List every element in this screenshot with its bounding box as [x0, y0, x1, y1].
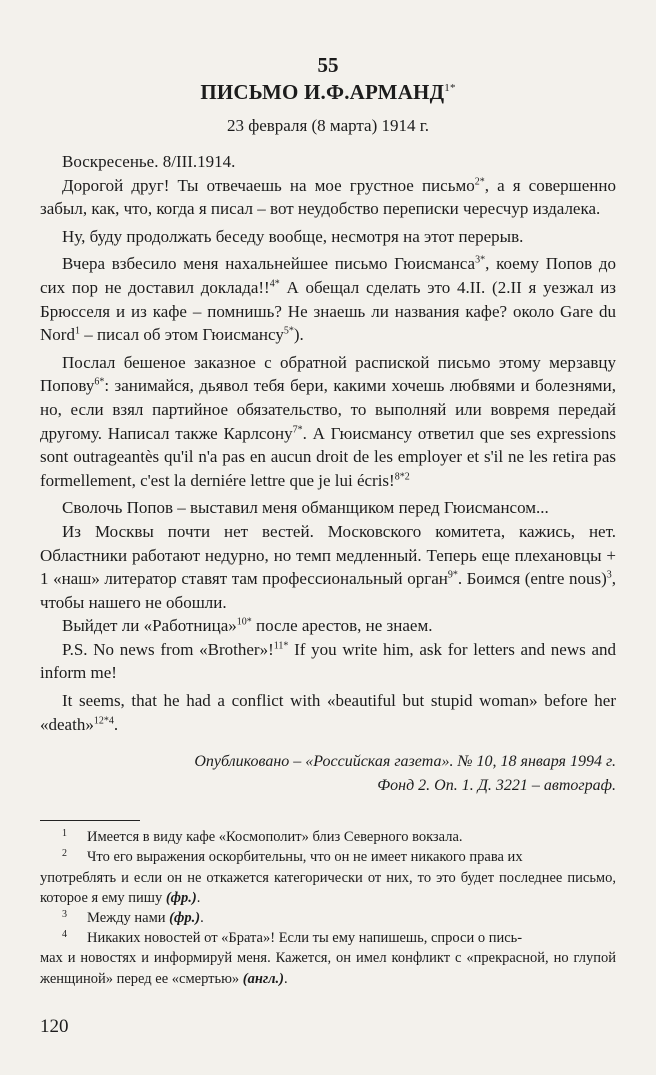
note-mark: 2* [474, 175, 485, 187]
letter-paragraph: It seems, that he had a conflict with «beautiful but stupid woman» before her «death»$^{12*4}$. [40, 691, 616, 734]
title-text: ПИСЬМО И.Ф.АРМАНД [200, 80, 445, 104]
document-title [40, 78, 616, 106]
footnote: 4 Никаких новостей от «Брата»! Если ты ему напишешь, спроси о пись- [62, 929, 523, 947]
note-mark: 5* [283, 325, 294, 337]
footnote-continuation: употреблять и если он не откажется категорически от них, то это будет последнее письмо, которое я ему пишу (фр.). [40, 869, 616, 906]
letter-paragraph: Сволочь Попов – выставил меня обманщиком перед Гюисмансом... [62, 498, 549, 518]
archive-line: Фонд 2. Оп. 1. Д. 3221 – автограф. [377, 777, 616, 795]
letter-paragraph: Вчера взбесило меня нахальнейшее письмо Гюисманса$^{3*}$, коему Попов до сих пор не доставил доклада!!$^{4*}$ А обещал сделать это 4.II. (2.II я уезжал из Брюсселя и из кафе – помнишь? Не знаешь ли названия кафе? около Gare du Nord$^1$ – писал об этом Гюисмансу$^{5*}$). [40, 254, 617, 345]
note-mark: 9* [447, 569, 458, 581]
note-mark: 3* [475, 254, 486, 266]
publication-info [40, 750, 616, 798]
letter-paragraph: P.S. No news from «Brother»!$^{11*}$ If you write him, ask for letters and news and inform me! [40, 639, 616, 683]
note-mark: 10* [236, 616, 252, 628]
letter-paragraph: Выйдет ли «Работница»$^{10*}$ после арестов, не знаем. [62, 616, 433, 636]
letter-paragraph: Ну, буду продолжать беседу вообще, несмотря на этот перерыв. [62, 226, 524, 246]
publication-line: Опубликовано – «Российская газета». № 10, 18 января 1994 г. [194, 753, 616, 771]
letter-paragraph: Дорогой друг! Ты отвечаешь на мое грустное письмо$^{2*}$, а я совершенно забыл, как, что, когда я писал – вот неудобство переписки чересчур издалека. [40, 175, 616, 219]
footnote: 1 Имеется в виду кафе «Космополит» близ Северного вокзала. [62, 828, 463, 846]
document-date: 23 февраля (8 марта) 1914 г. [226, 116, 430, 135]
note-mark: 7* [292, 423, 303, 435]
page-number: 120 [40, 1016, 69, 1037]
footnote: 3 Между нами (фр.). [62, 909, 204, 927]
letter-paragraph: Из Москвы почти нет вестей. Московского комитета, кажись, нет. Областники работают недурно, но темп медленный. Теперь еще плехановцы + 1 «наш» литератор ставят там профессиональный орган$^{9*}$. Боимся (entre nous)$^3$, чтобы нашего не обошли. [40, 521, 616, 612]
note-mark: 11* [273, 640, 289, 652]
footnote-continuation: мах и новостях и информируй меня. Кажется, он имел конфликт с «прекрасной, но глупой женщиной» перед ее «смертью» (англ.). [40, 950, 616, 987]
footnote: 2 Что его выражения оскорбительны, что он не имеет никакого права их [62, 848, 523, 866]
footnotes [40, 827, 616, 989]
note-mark: 6* [94, 376, 105, 388]
note-mark: 8*2 [394, 471, 410, 483]
letter-dateline: Воскресенье. 8/III.1914. [62, 152, 236, 171]
document-number: 55 [317, 53, 339, 77]
note-mark: 1 [74, 325, 80, 337]
note-mark: 4* [269, 278, 280, 290]
note-mark: 3 [606, 569, 612, 581]
note-mark: 12*4 [93, 715, 114, 726]
letter-paragraph: Послал бешеное заказное с обратной распиской письмо этому мерзавцу Попову$^{6*}$: занимайся, дьявол тебя бери, какими хочешь любвями и болезнями, но, если взял партийное обязательство, то выполняй или вовремя передай другому. Написал также Карлсону$^{7*}$. А Гюисмансу ответил que ses expressions sont outrageantès qu'il n'a pas en aucun droit de les employer et s'il ne les retira pas formellement, c'est la derniére lettre que je lui écris!$^{8*2}$ [40, 352, 616, 490]
letter-body [40, 150, 616, 736]
document-page [40, 52, 616, 989]
title-note-mark: 1* [444, 82, 456, 94]
footnote-divider [40, 820, 140, 821]
